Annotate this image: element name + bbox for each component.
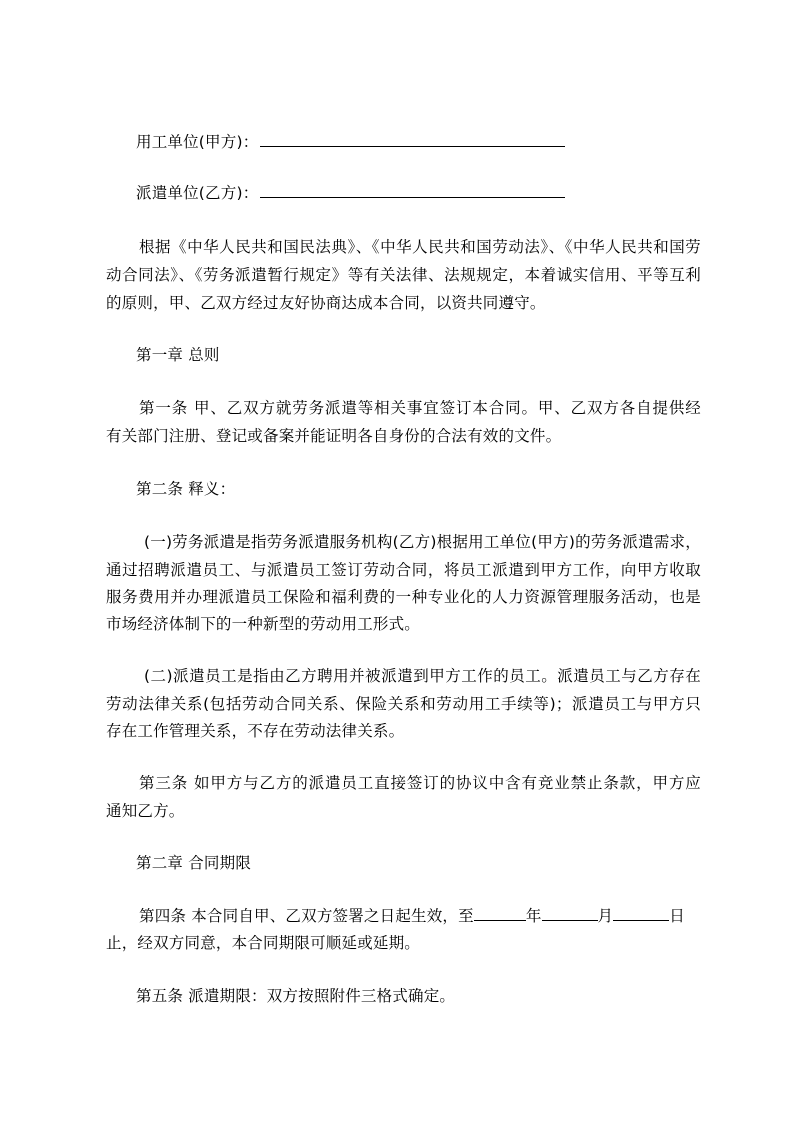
day-label: 日 [669,907,685,925]
month-blank[interactable] [542,906,598,921]
preamble-line-2 [106,265,701,285]
definition-1-line-3 [106,587,701,607]
definition-1-text-2: 通过招聘派遣员工、与派遣员工签订劳动合同，将员工派遣到甲方工作，向甲方收取 [106,561,701,579]
definition-2-text-1: (二)派遣员工是指由乙方聘用并被派遣到甲方工作的员工。派遣员工与乙方存在 [144,667,701,685]
party-a-label: 用工单位(甲方)： [136,133,259,151]
preamble-line-3: 的原则，甲、乙双方经过友好协商达成本合同，以资共同遵守。 [106,294,546,312]
month-label: 月 [597,907,614,925]
article-2-title: 第二条 释义： [136,480,236,498]
party-b-blank[interactable] [260,183,565,198]
definition-1-line-2 [106,560,701,580]
definition-1-line-1 [144,532,701,552]
article-1-line-2: 有关部门注册、登记或备案并能证明各自身份的合法有效的文件。 [106,427,562,445]
article-5-text: 第五条 派遣期限：双方按照附件三格式确定。 [136,987,456,1005]
definition-1-line-4: 市场经济体制下的一种新型的劳动用工形式。 [106,615,421,633]
article-4-line-1 [139,906,685,926]
party-a-row [136,132,565,152]
article-3-text-1: 第三条 如甲方与乙方的派遣员工直接签订的协议中含有竞业禁止条款，甲方应 [139,774,701,792]
definition-2-line-3: 存在工作管理关系，不存在劳动法律关系。 [106,722,405,740]
definition-1-text-3: 服务费用并办理派遣员工保险和福利费的一种专业化的人力资源管理服务活动，也是 [106,588,701,606]
definition-2-line-2 [106,694,701,714]
article-4-line-2: 止，经双方同意，本合同期限可顺延或延期。 [106,934,421,952]
party-b-label: 派遣单位(乙方)： [136,184,259,202]
definition-2-text-2: 劳动法律关系(包括劳动合同关系、保险关系和劳动用工手续等)；派遣员工与甲方只 [106,695,701,713]
preamble-text-2: 动合同法》、《劳务派遣暂行规定》等有关法律、法规规定，本着诚实信用、平等互利 [106,266,701,284]
definition-2-line-1 [144,666,701,686]
article-4-prefix: 第四条 本合同自甲、乙双方签署之日起生效，至 [139,907,474,925]
preamble-line-1 [139,237,701,257]
article-1-line-1 [139,398,701,418]
day-blank[interactable] [613,906,669,921]
chapter-1-title: 第一章 总则 [136,346,220,364]
year-label: 年 [525,907,542,925]
definition-1-text-1: (一)劳务派遣是指劳务派遣服务机构(乙方)根据用工单位(甲方)的劳务派遣需求， [144,533,701,551]
article-3-line-2: 通知乙方。 [106,802,185,820]
article-3-line-1 [139,773,701,793]
party-a-blank[interactable] [260,132,565,147]
party-b-row [136,183,565,203]
article-1-text-1: 第一条 甲、乙双方就劳务派遣等相关事宜签订本合同。甲、乙双方各自提供经 [139,399,701,417]
preamble-text-1: 根据《中华人民共和国民法典》、《中华人民共和国劳动法》、《中华人民共和国劳 [139,238,701,256]
year-blank[interactable] [474,906,526,921]
chapter-2-title: 第二章 合同期限 [136,854,252,872]
